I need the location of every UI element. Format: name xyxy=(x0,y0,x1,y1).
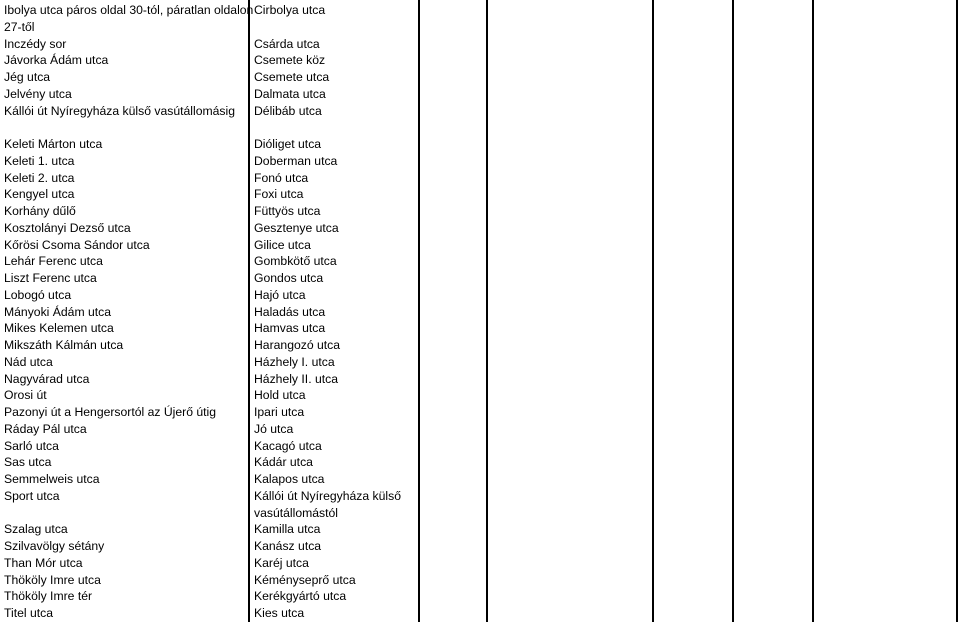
cell-left: Kengyel utca xyxy=(4,187,75,202)
cell-right: Karéj utca xyxy=(254,555,309,570)
cell-right: Gombkötő utca xyxy=(254,254,337,269)
cell-right: Haladás utca xyxy=(254,304,326,319)
cell-left: Nád utca xyxy=(4,354,53,369)
cell-left: Szilvavölgy sétány xyxy=(4,539,105,553)
cell-right: Csemete utca xyxy=(254,70,330,84)
cell-right: Doberman utca xyxy=(254,153,338,168)
cell-right: Házhely II. utca xyxy=(254,371,338,386)
cell-right: Gilice utca xyxy=(254,237,311,252)
cell-right: Kerékgyártó utca xyxy=(254,589,347,604)
cell-right: Cirbolya utca xyxy=(254,3,326,17)
column-c xyxy=(418,0,486,622)
cell-left: Sarló utca xyxy=(4,438,59,453)
cell-left: Keleti 2. utca xyxy=(4,170,75,185)
cell-left: 27-től xyxy=(4,19,35,34)
cell-left: Mányoki Ádám utca xyxy=(4,304,112,319)
cell-right: Kádár utca xyxy=(254,455,313,470)
cell-left: Ráday Pál utca xyxy=(4,421,87,436)
cell-left: Sas utca xyxy=(4,455,52,470)
column-f xyxy=(732,0,812,622)
cell-left: Mikszáth Kálmán utca xyxy=(4,338,124,352)
cell-right: Kanász utca xyxy=(254,539,322,553)
cell-right: Foxi utca xyxy=(254,187,304,202)
cell-left: Titel utca xyxy=(4,606,53,620)
cell-right: Kállói út Nyíregyháza külső xyxy=(254,488,401,503)
cell-right: Gondos utca xyxy=(254,271,324,285)
cell-right: Kies utca xyxy=(254,606,305,620)
cell-left: Orosi út xyxy=(4,388,47,403)
column-b xyxy=(248,0,418,622)
cell-left: Thököly Imre utca xyxy=(4,572,101,587)
cell-right: Kacagó utca xyxy=(254,438,322,453)
cell-right: Ipari utca xyxy=(254,405,305,419)
cell-right: Házhely I. utca xyxy=(254,354,335,369)
cell-left: Sport utca xyxy=(4,488,60,503)
cell-right: Csemete köz xyxy=(254,53,326,68)
cell-right: Dalmata utca xyxy=(254,86,326,101)
column-e xyxy=(652,0,732,622)
cell-left: Jávorka Ádám utca xyxy=(4,53,109,68)
cell-left: Mikes Kelemen utca xyxy=(4,321,114,336)
cell-left: Jelvény utca xyxy=(4,86,72,101)
cell-left: Lobogó utca xyxy=(4,287,72,302)
cell-left: Semmelweis utca xyxy=(4,472,100,486)
cell-right: Gesztenye utca xyxy=(254,220,339,235)
cell-left: Keleti Márton utca xyxy=(4,137,103,151)
cell-left: Thököly Imre tér xyxy=(4,589,93,604)
cell-right: Füttyös utca xyxy=(254,204,321,218)
cell-left: Liszt Ferenc utca xyxy=(4,271,97,285)
column-g xyxy=(812,0,958,622)
cell-right: Harangozó utca xyxy=(254,338,341,352)
cell-right: Kamilla utca xyxy=(254,522,321,537)
cell-right: Csárda utca xyxy=(254,36,320,51)
cell-left: Lehár Ferenc utca xyxy=(4,254,103,269)
cell-right: Hamvas utca xyxy=(254,321,326,336)
cell-left: Jég utca xyxy=(4,70,51,84)
cell-left: Than Mór utca xyxy=(4,555,83,570)
cell-left: Kőrösi Csoma Sándor utca xyxy=(4,237,150,252)
cell-left: Kállói út Nyíregyháza külső vasútállomásig xyxy=(4,103,235,118)
cell-left: Nagyvárad utca xyxy=(4,371,90,386)
cell-right: Jó utca xyxy=(254,421,294,436)
cell-right: Hajó utca xyxy=(254,287,306,302)
column-d xyxy=(486,0,652,622)
cell-right: Hold utca xyxy=(254,388,306,403)
cell-right: Kéményseprő utca xyxy=(254,572,356,587)
cell-left: Pazonyi út a Hengersortól az Újerő útig xyxy=(4,405,217,419)
cell-left: Korhány dűlő xyxy=(4,204,76,218)
cell-right: vasútállomástól xyxy=(254,505,338,520)
cell-left: Szalag utca xyxy=(4,522,68,537)
column-a xyxy=(0,0,254,622)
cell-left: Kosztolányi Dezső utca xyxy=(4,220,131,235)
cell-right: Kalapos utca xyxy=(254,472,325,486)
cell-right: Délibáb utca xyxy=(254,103,322,118)
cell-right: Fonó utca xyxy=(254,170,309,185)
cell-right: Dióliget utca xyxy=(254,137,322,151)
cell-left: Keleti 1. utca xyxy=(4,153,75,168)
cell-left: Inczédy sor xyxy=(4,36,67,51)
cell-left: Ibolya utca páros oldal 30-tól, páratlan oldalon xyxy=(4,3,254,17)
